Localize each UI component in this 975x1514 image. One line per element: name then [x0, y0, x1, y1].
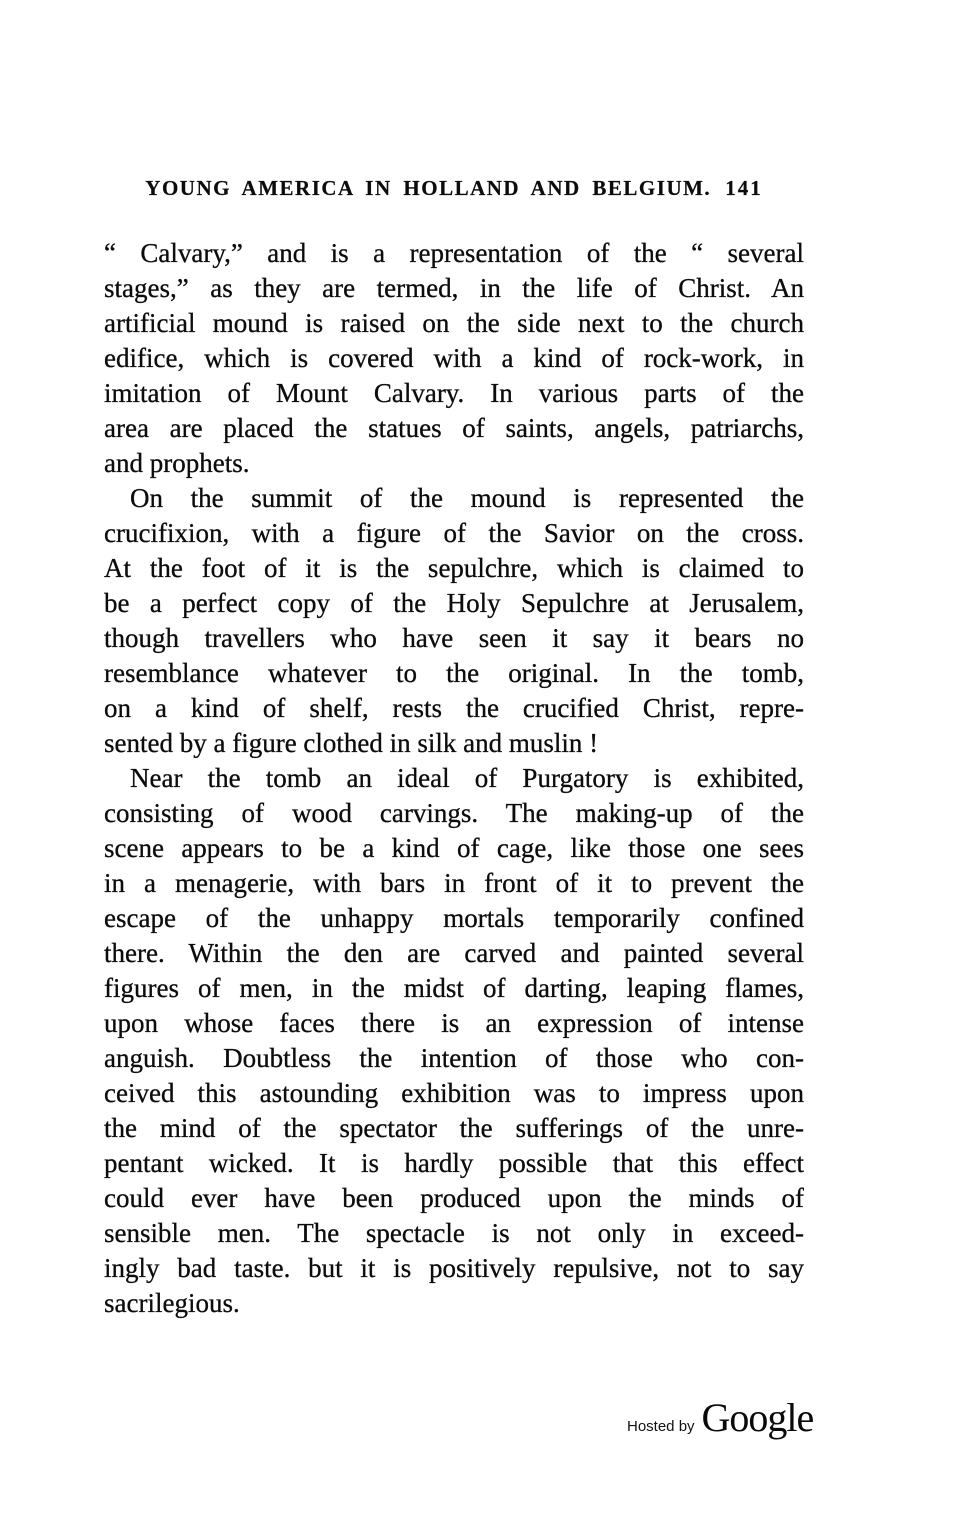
text-line: anguish. Doubtless the intention of those who con-: [104, 1043, 804, 1073]
text-line: there. Within the den are carved and painted several: [104, 938, 804, 968]
text-line: crucifixion, with a figure of the Savior on the cross.: [104, 518, 804, 548]
text-line: the mind of the spectator the sufferings of the unre-: [104, 1113, 804, 1143]
text-line: resemblance whatever to the original. In the tomb,: [104, 658, 804, 688]
text-line: consisting of wood carvings. The making-up of the: [104, 798, 804, 828]
google-logo: Google: [701, 1395, 814, 1440]
text-line: imitation of Mount Calvary. In various parts of the: [104, 378, 804, 408]
text-line: and prophets.: [104, 448, 250, 478]
text-line: sacrilegious.: [104, 1288, 240, 1318]
page-text-column: [104, 236, 804, 1321]
text-line: Near the tomb an ideal of Purgatory is exhibited,: [130, 763, 804, 793]
text-line: stages,” as they are termed, in the life of Christ. An: [104, 273, 804, 303]
running-header: [104, 176, 804, 201]
text-line: in a menagerie, with bars in front of it to prevent the: [104, 868, 804, 898]
text-line: ingly bad taste. but it is positively repulsive, not to say: [104, 1253, 804, 1283]
text-line: “ Calvary,” and is a representation of the “ several: [104, 238, 804, 268]
hosted-by-label: Hosted by: [627, 1418, 695, 1435]
header-title: YOUNG AMERICA IN HOLLAND AND BELGIUM.: [145, 176, 712, 200]
text-line: figures of men, in the midst of darting, leaping flames,: [104, 973, 804, 1003]
text-line: though travellers who have seen it say it bears no: [104, 623, 804, 653]
text-line: On the summit of the mound is represented the: [130, 483, 804, 513]
text-line: scene appears to be a kind of cage, like those one sees: [104, 833, 804, 863]
page-number: 141: [725, 176, 763, 200]
text-line: artificial mound is raised on the side next to the church: [104, 308, 804, 338]
text-line: escape of the unhappy mortals temporarily confined: [104, 903, 804, 933]
google-books-watermark: [627, 1394, 813, 1441]
text-line: upon whose faces there is an expression of intense: [104, 1008, 804, 1038]
text-line: edifice, which is covered with a kind of rock-work, in: [104, 343, 804, 373]
text-line: sented by a figure clothed in silk and muslin !: [104, 728, 599, 758]
text-line: area are placed the statues of saints, angels, patriarchs,: [104, 413, 804, 443]
text-line: on a kind of shelf, rests the crucified Christ, repre-: [104, 693, 804, 723]
text-line: could ever have been produced upon the minds of: [104, 1183, 804, 1213]
text-line: At the foot of it is the sepulchre, which is claimed to: [104, 553, 804, 583]
text-line: be a perfect copy of the Holy Sepulchre at Jerusalem,: [104, 588, 804, 618]
text-line: ceived this astounding exhibition was to impress upon: [104, 1078, 804, 1108]
text-line: pentant wicked. It is hardly possible that this effect: [104, 1148, 804, 1178]
text-line: sensible men. The spectacle is not only in exceed-: [104, 1218, 804, 1248]
